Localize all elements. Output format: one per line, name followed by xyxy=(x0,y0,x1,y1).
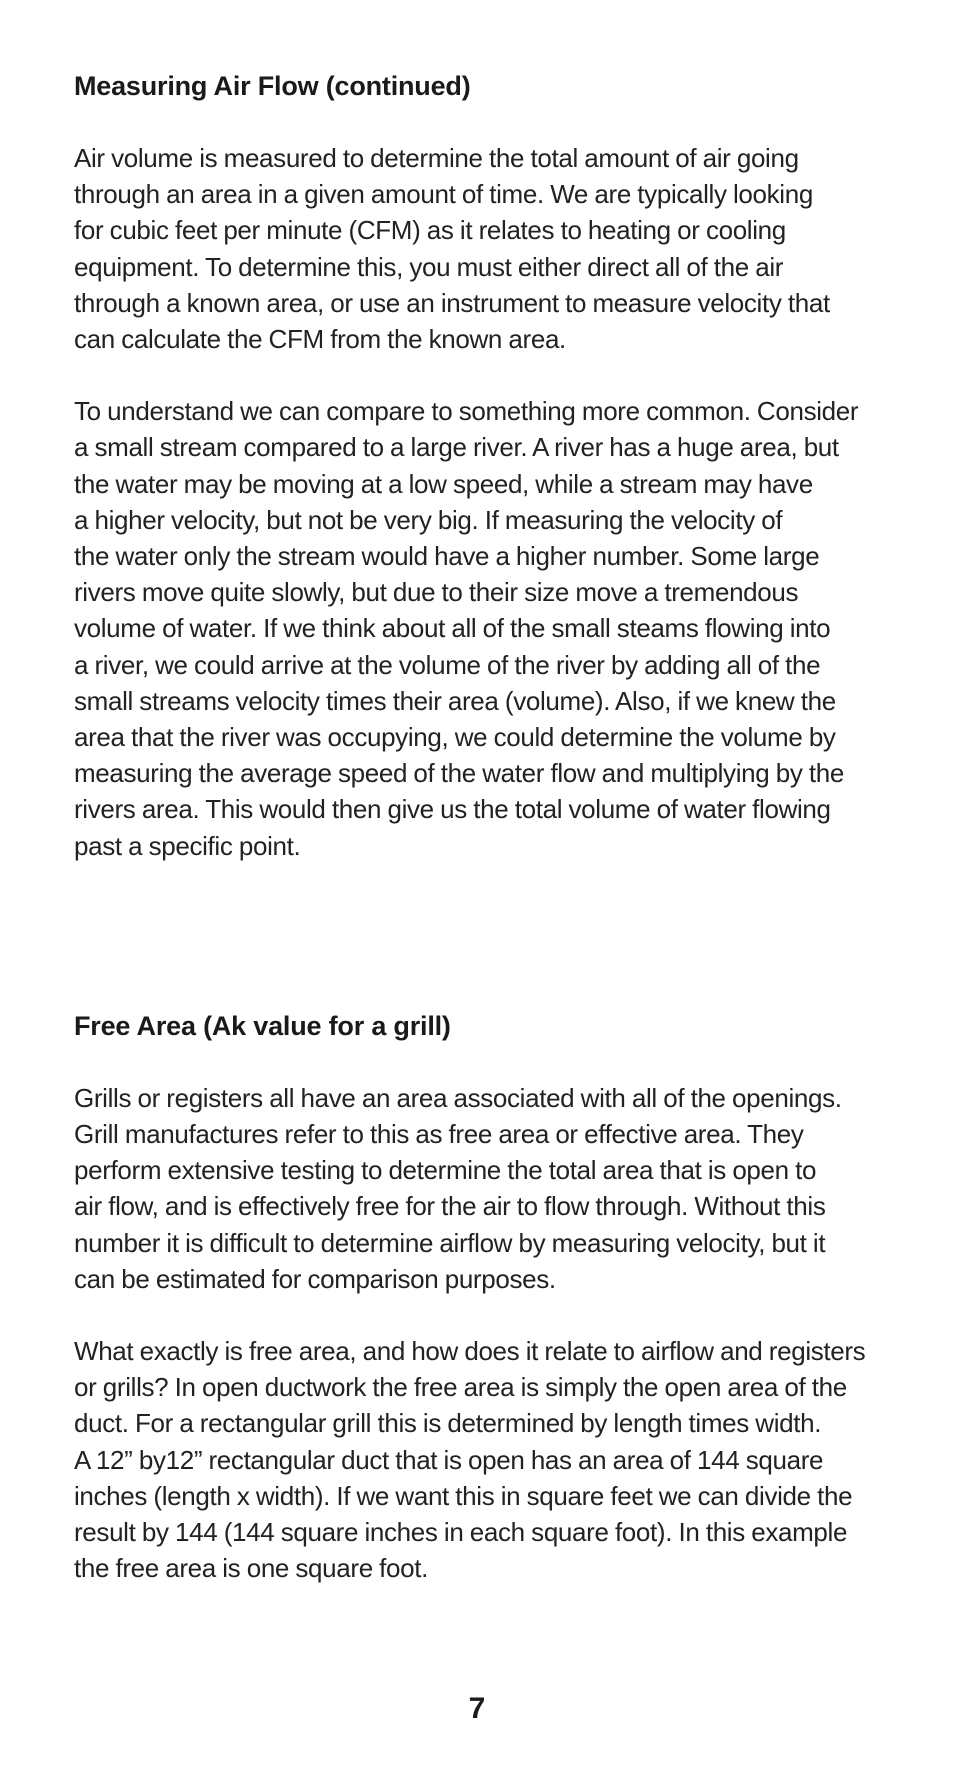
text-line: A 12” by12” rectangular duct that is open has an area of 144 square xyxy=(74,1444,824,1475)
text-line: inches (length x width). If we want this in square feet we can divide the xyxy=(74,1480,853,1511)
text-line: air flow, and is effectively free for the air to flow through. Without this xyxy=(74,1191,826,1222)
section-heading-measuring-air-flow: Measuring Air Flow (continued) xyxy=(74,71,471,101)
paragraph-stream-river xyxy=(74,393,894,864)
spacer xyxy=(74,104,894,140)
paragraph-free-area-definition xyxy=(74,1333,894,1586)
text-line: volume of water. If we think about all of the small steams flowing into xyxy=(74,613,831,644)
text-line: the water may be moving at a low speed, while a stream may have xyxy=(74,468,813,499)
page-content xyxy=(74,68,894,1587)
text-line: To understand we can compare to something more common. Consider xyxy=(74,396,859,427)
text-line: can be estimated for comparison purposes. xyxy=(74,1263,556,1294)
text-line: equipment. To determine this, you must either direct all of the air xyxy=(74,251,784,282)
paragraph-grills-registers xyxy=(74,1080,894,1297)
text-line: through a known area, or use an instrument to measure velocity that xyxy=(74,287,830,318)
text-line: Grill manufactures refer to this as free area or effective area. They xyxy=(74,1119,804,1150)
spacer xyxy=(74,864,894,1008)
text-line: Grills or registers all have an area associated with all of the openings. xyxy=(74,1082,842,1113)
section-heading-free-area: Free Area (Ak value for a grill) xyxy=(74,1010,451,1041)
text-line: Air volume is measured to determine the total amount of air going xyxy=(74,143,799,173)
text-line: measuring the average speed of the water flow and multiplying by the xyxy=(74,758,844,789)
text-line: rivers area. This would then give us the total volume of water flowing xyxy=(74,794,831,825)
spacer xyxy=(74,1044,894,1080)
text-line: What exactly is free area, and how does it relate to airflow and registers xyxy=(74,1336,866,1367)
text-line: perform extensive testing to determine the total area that is open to xyxy=(74,1155,817,1186)
text-line: the water only the stream would have a higher number. Some large xyxy=(74,541,820,572)
text-line: number it is difficult to determine airflow by measuring velocity, but it xyxy=(74,1227,826,1258)
text-line: a higher velocity, but not be very big. If measuring the velocity of xyxy=(74,504,783,535)
text-line: result by 144 (144 square inches in each square foot). In this example xyxy=(74,1517,848,1548)
text-line: small streams velocity times their area (volume). Also, if we knew the xyxy=(74,685,836,716)
text-line: area that the river was occupying, we could determine the volume by xyxy=(74,722,836,753)
text-line: can calculate the CFM from the known area. xyxy=(74,324,566,355)
spacer xyxy=(74,357,894,393)
text-line: rivers move quite slowly, but due to their size move a tremendous xyxy=(74,577,799,608)
spacer xyxy=(74,1297,894,1333)
text-line: a river, we could arrive at the volume of the river by adding all of the xyxy=(74,649,821,680)
text-line: past a specific point. xyxy=(74,830,301,861)
page-number: 7 xyxy=(468,1692,486,1725)
paragraph-air-volume xyxy=(74,140,894,357)
text-line: or grills? In open ductwork the free area is simply the open area of the xyxy=(74,1372,847,1403)
text-line: through an area in a given amount of time. We are typically looking xyxy=(74,179,813,210)
text-line: duct. For a rectangular grill this is determined by length times width. xyxy=(74,1408,822,1439)
text-line: the free area is one square foot. xyxy=(74,1553,429,1584)
text-line: a small stream compared to a large river. A river has a huge area, but xyxy=(74,432,839,463)
text-line: for cubic feet per minute (CFM) as it relates to heating or cooling xyxy=(74,215,786,246)
